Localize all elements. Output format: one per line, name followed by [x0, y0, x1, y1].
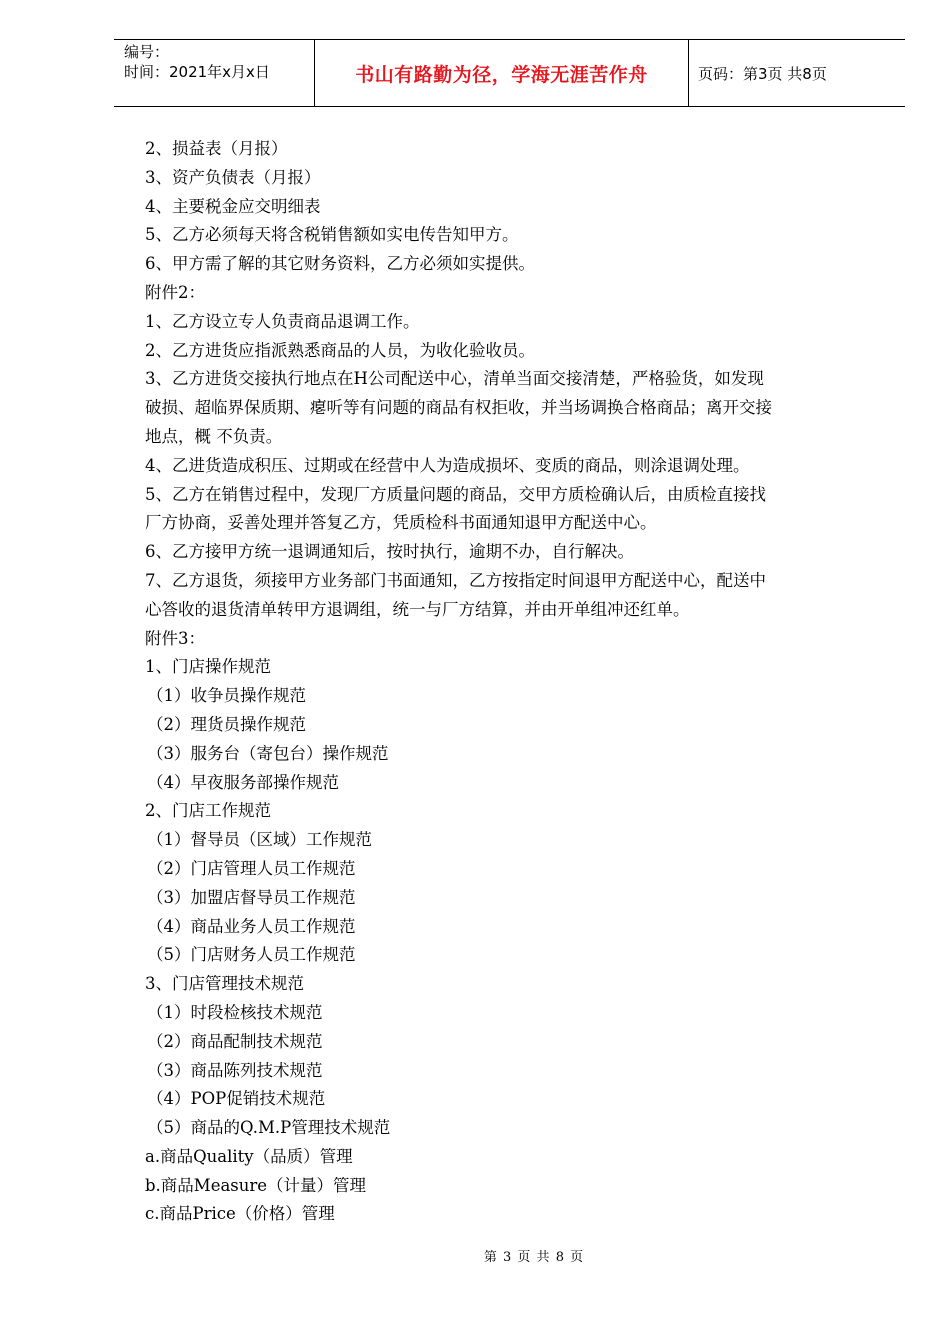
body-line: 6、乙方接甲方统一退调通知后，按时执行，逾期不办，自行解决。 [145, 542, 634, 562]
header-meta [114, 40, 315, 106]
header-motto: 书山有路勤为径，学海无涯苦作舟 [315, 40, 689, 106]
body-line: 2、乙方进货应指派熟悉商品的人员，为收化验收员。 [145, 340, 535, 360]
sub-list-item: b.商品Measure（计量）管理 [145, 1175, 367, 1195]
list-heading: 2、门店工作规范 [145, 801, 271, 821]
sub-list-item: a.商品Quality（品质）管理 [145, 1146, 353, 1166]
page-footer: 第 3 页 共 8 页 [483, 1250, 585, 1265]
document-time: 时间：2021年x月x日 [124, 63, 270, 81]
list-item: （3）商品陈列技术规范 [147, 1060, 323, 1080]
list-item: （2）门店管理人员工作规范 [147, 858, 356, 878]
page-header [114, 39, 905, 107]
document-body [145, 135, 875, 1229]
list-item: （1）时段检核技术规范 [147, 1002, 323, 1022]
section-heading-appendix-2: 附件2： [145, 282, 205, 302]
body-line: 6、甲方需了解的其它财务资料，乙方必须如实提供。 [145, 254, 535, 274]
document-number-label: 编号： [124, 43, 170, 61]
body-line: 厂方协商，妥善处理并答复乙方，凭质检科书面通知退甲方配送中心。 [145, 513, 657, 533]
list-item: （4）商品业务人员工作规范 [147, 916, 356, 936]
section-heading-appendix-3: 附件3： [145, 628, 205, 648]
body-line: 2、损益表（月报） [145, 139, 288, 158]
body-line: 7、乙方退货，须接甲方业务部门书面通知，乙方按指定时间退甲方配送中心，配送中 [145, 570, 766, 590]
body-line: 地点，概 不负责。 [145, 426, 283, 446]
body-line: 3、乙方进货交接执行地点在H公司配送中心，清单当面交接清楚，严格验货，如发现 [145, 369, 764, 389]
body-line: 5、乙方在销售过程中，发现厂方质量问题的商品，交甲方质检确认后，由质检直接找 [145, 484, 766, 504]
list-item: （4）POP促销技术规范 [147, 1089, 326, 1109]
body-line: 4、主要税金应交明细表 [145, 196, 321, 216]
body-line: 5、乙方必须每天将含税销售额如实电传告知甲方。 [145, 225, 519, 245]
sub-list-item: c.商品Price（价格）管理 [145, 1204, 335, 1224]
list-heading: 1、门店操作规范 [145, 657, 271, 677]
body-line: 4、乙进货造成积压、过期或在经营中人为造成损坏、变质的商品，则涂退调处理。 [145, 455, 750, 475]
list-item: （2）商品配制技术规范 [147, 1031, 323, 1051]
list-item: （1）督导员（区域）工作规范 [147, 830, 372, 850]
list-item: （1）收争员操作规范 [147, 686, 306, 706]
body-line: 1、乙方设立专人负责商品退调工作。 [145, 311, 420, 331]
list-heading: 3、门店管理技术规范 [145, 974, 304, 994]
list-item: （4）早夜服务部操作规范 [147, 772, 339, 792]
list-item: （5）商品的Q.M.P管理技术规范 [147, 1118, 391, 1138]
body-line: 破损、超临界保质期、瘪听等有问题的商品有权拒收，并当场调换合格商品；离开交接 [145, 398, 772, 418]
list-item: （3）服务台（寄包台）操作规范 [147, 743, 389, 763]
body-line: 3、资产负债表（月报） [145, 167, 321, 187]
body-line: 心答收的退货清单转甲方退调组，统一与厂方结算，并由开单组冲还红单。 [145, 599, 690, 619]
header-page-info: 页码：第3页 共8页 [698, 64, 827, 83]
list-item: （3）加盟店督导员工作规范 [147, 887, 356, 907]
list-item: （2）理货员操作规范 [147, 714, 306, 734]
list-item: （5）门店财务人员工作规范 [147, 945, 356, 965]
